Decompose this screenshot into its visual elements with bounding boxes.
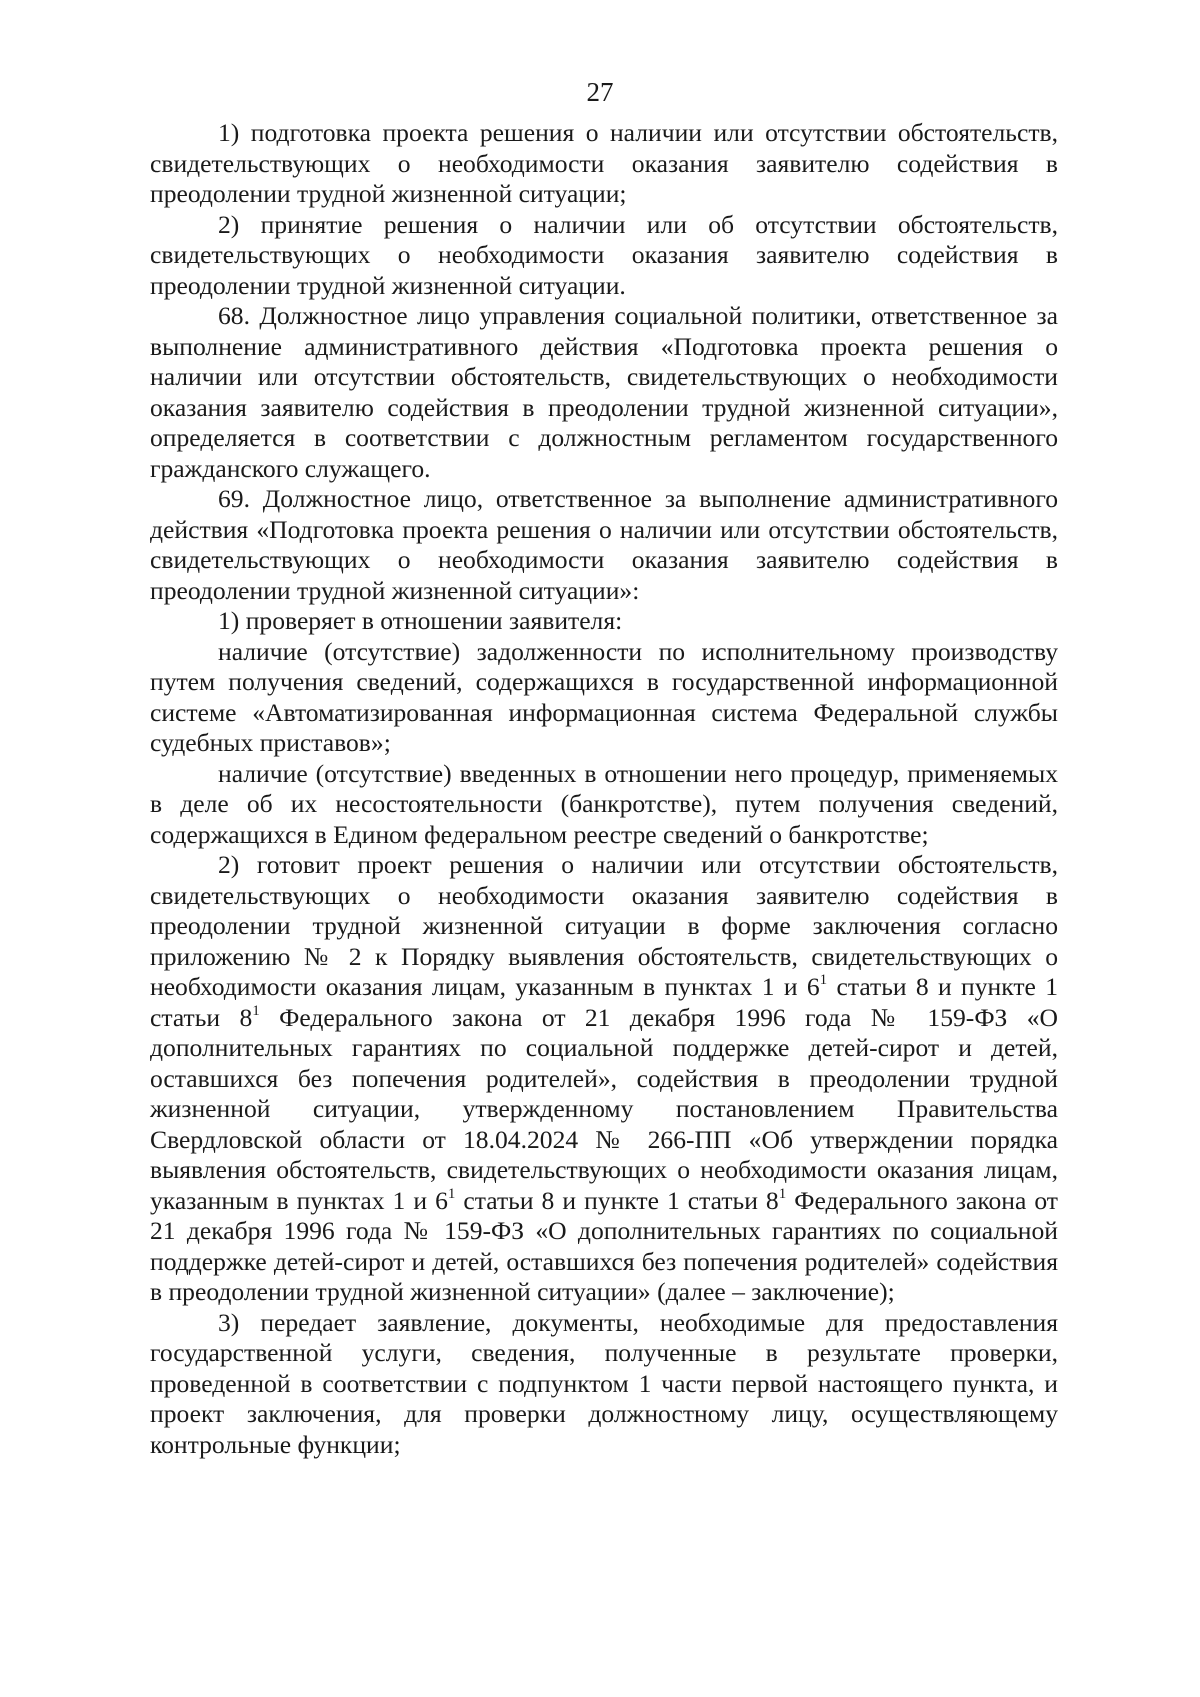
paragraph-item-69-subitem-2: [150, 850, 1058, 1308]
paragraph-text: 1) подготовка проекта решения о наличии или отсутствии обстоятельств, свидетельствующих о необходимости оказания заявителю содействия в преодолении трудной жизненной ситуации;: [150, 118, 1058, 208]
paragraph-text: статьи 8 и пункте 1 статьи 8: [150, 972, 1058, 1032]
paragraph-text: Федерального закона от 21 декабря 1996 года № 159-ФЗ «О дополнительных гарантиях по социальной поддержке детей-сирот и детей, оставшихся без попечения родителей» содействия в преодолении трудной жизненной ситуации» (далее – заключение);: [150, 1185, 1058, 1306]
paragraph-text: 2) принятие решения о наличии или об отсутствии обстоятельств, свидетельствующих о необходимости оказания заявителю содействия в преодолении трудной жизненной ситуации.: [150, 209, 1058, 300]
superscript: 1: [252, 1002, 260, 1019]
paragraph-item-69: [150, 484, 1058, 606]
superscript: 1: [447, 1185, 456, 1202]
superscript: 1: [819, 972, 828, 989]
document-body: [150, 118, 1058, 1460]
paragraph-text: Федерального закона от 21 декабря 1996 года № 159-ФЗ «О дополнительных гарантиях по социальной поддержке детей-сирот и детей, оставшихся без попечения родителей», содействия в преодолении трудной жизненной ситуации, утвержденному постановлением Правительства Свердловской области от 18.04.2024 № 266-ПП «Об утверждении порядка выявления обстоятельств, свидетельствующих о необходимости оказания лицам, указанным в пунктах 1 и 6: [150, 1002, 1058, 1215]
paragraph-debt-check: [150, 637, 1058, 759]
page-number: 27: [586, 77, 614, 107]
superscript: 1: [778, 1185, 787, 1202]
paragraph-text: 2) готовит проект решения о наличии или отсутствии обстоятельств, свидетельствующих о необходимости оказания заявителю содействия в преодолении трудной жизненной ситуации в форме заключения согласно приложению № 2 к Порядку выявления обстоятельств, свидетельствующих о необходимости оказания лицам, указанным в пунктах 1 и 6: [150, 850, 1058, 1001]
paragraph-text: наличие (отсутствие) задолженности по исполнительному производству путем получения сведений, содержащихся в государственной информационной системе «Автоматизированная информационная система Федеральной службы судебных приставов»;: [150, 636, 1058, 757]
paragraph-text: 1) проверяет в отношении заявителя:: [218, 606, 623, 635]
paragraph-item-69-subitem-3: [150, 1308, 1058, 1461]
paragraph-subitem-2: [150, 210, 1058, 302]
paragraph-item-69-subitem-1: [150, 606, 1058, 637]
paragraph-text: наличие (отсутствие) введенных в отношении него процедур, применяемых в деле об их несостоятельности (банкротстве), путем получения сведений, содержащихся в Едином федеральном реестре сведений о банкротстве;: [150, 758, 1058, 849]
paragraph-text: 69. Должностное лицо, ответственное за выполнение административного действия «Подготовка проекта решения о наличии или отсутствии обстоятельств, свидетельствующих о необходимости оказания заявителю содействия в преодолении трудной жизненной ситуации»:: [150, 484, 1058, 605]
paragraph-item-68: [150, 301, 1058, 484]
paragraph-text: 68. Должностное лицо управления социальной политики, ответственное за выполнение административного действия «Подготовка проекта решения о наличии или отсутствии обстоятельств, свидетельствующих о необходимости оказания заявителю содействия в преодолении трудной жизненной ситуации», определяется в соответствии с должностным регламентом государственного гражданского служащего.: [150, 301, 1058, 483]
paragraph-subitem-1: [150, 118, 1058, 210]
paragraph-text: статьи 8 и пункте 1 статьи 8: [455, 1185, 779, 1215]
paragraph-bankruptcy-check: [150, 759, 1058, 851]
paragraph-text: 3) передает заявление, документы, необходимые для предоставления государственной услуги, сведения, полученные в результате проверки, проведенной в соответствии с подпунктом 1 части первой настоящего пункта, и проект заключения, для проверки должностному лицу, осуществляющему контрольные функции;: [150, 1307, 1058, 1459]
